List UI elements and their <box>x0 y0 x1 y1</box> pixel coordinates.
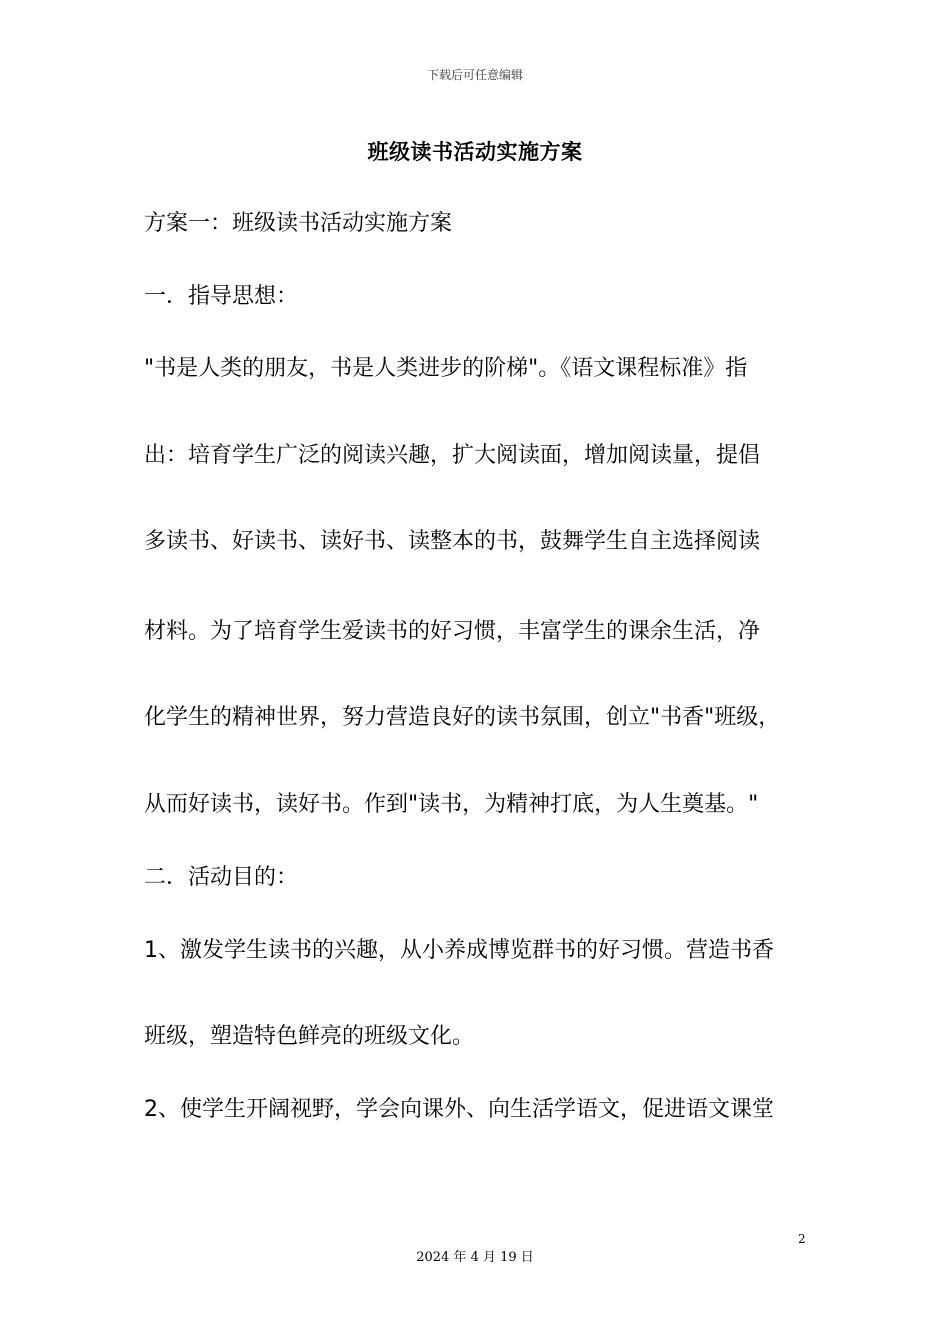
section-heading-guiding-ideology: 一．指导思想： <box>144 284 299 309</box>
list-item-line: 2、使学生开阔视野，学会向课外、向生活学语文，促进语文课堂 <box>144 1097 774 1122</box>
paragraph-line: 材料。为了培育学生爱读书的好习惯，丰富学生的课余生活，净 <box>144 619 761 644</box>
paragraph-line: 出：培育学生广泛的阅读兴趣，扩大阅读面，增加阅读量，提倡 <box>144 443 761 468</box>
section-heading-activity-purpose: 二．活动目的： <box>144 865 299 890</box>
list-item-line: 班级，塑造特色鲜亮的班级文化。 <box>144 1024 475 1049</box>
document-title: 班级读书活动实施方案 <box>367 140 583 164</box>
paragraph-line: 化学生的精神世界，努力营造良好的读书氛围，创立"书香"班级， <box>144 705 781 730</box>
page-number: 2 <box>798 1232 806 1246</box>
header-note: 下载后可任意编辑 <box>426 68 523 82</box>
footer-date: 2024 年 4 月 19 日 <box>416 1250 534 1265</box>
paragraph-line: 从而好读书，读好书。作到"读书，为精神打底，为人生奠基。" <box>144 792 759 817</box>
paragraph-line: 多读书、好读书、读好书、读整本的书，鼓舞学生自主选择阅读 <box>144 529 761 554</box>
section-heading-plan-one: 方案一：班级读书活动实施方案 <box>144 211 453 236</box>
list-item-line: 1、激发学生读书的兴趣，从小养成博览群书的好习惯。营造书香 <box>144 938 774 963</box>
paragraph-line: "书是人类的朋友，书是人类进步的阶梯"。《语文课程标准》指 <box>144 356 748 381</box>
